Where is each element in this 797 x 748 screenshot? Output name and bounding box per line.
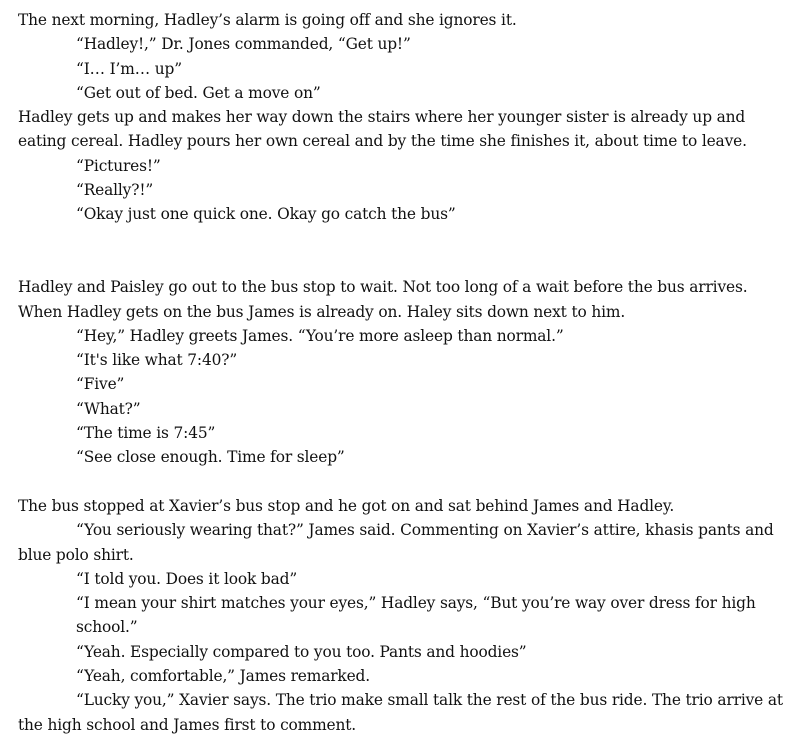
dialogue-line: “Okay just one quick one. Okay go catch the bus” <box>76 205 456 224</box>
dialogue-line: “What?” <box>76 399 141 418</box>
narrative-paragraph: The bus stopped at Xavier’s bus stop and he got on and sat behind James and Hadley. <box>18 496 675 515</box>
dialogue-line: “Yeah, comfortable,” James remarked. <box>76 667 371 686</box>
dialogue-line: “The time is 7:45” <box>76 424 216 443</box>
dialogue-line: “Five” <box>76 375 125 394</box>
dialogue-line: “Really?!” <box>76 181 154 200</box>
dialogue-line: “Hadley!,” Dr. Jones commanded, “Get up!” <box>76 35 411 54</box>
dialogue-line: “I mean your shirt matches your eyes,” Hadley says, “But you’re way over dress for high school.” <box>76 594 756 637</box>
dialogue-line: “See close enough. Time for sleep” <box>76 448 345 467</box>
dialogue-line: “Pictures!” <box>76 156 161 175</box>
section-break <box>18 470 789 494</box>
dialogue-paragraph: “Lucky you,” Xavier says. The trio make small talk the rest of the bus ride. The trio arrive at the high school and James first to comment. <box>18 691 783 734</box>
dialogue-paragraph: “You seriously wearing that?” James said. Commenting on Xavier’s attire, khasis pants and blue polo shirt. <box>18 521 774 564</box>
narrative-paragraph: Hadley and Paisley go out to the bus stop to wait. Not too long of a wait before the bus arrives. When Hadley gets on the bus James is already on. Haley sits down next to him. <box>18 278 748 321</box>
dialogue-line: “I… I’m… up” <box>76 59 182 78</box>
dialogue-line: “Hey,” Hadley greets James. “You’re more asleep than normal.” <box>76 326 564 345</box>
dialogue-line: “I told you. Does it look bad” <box>76 569 298 588</box>
narrative-paragraph: Hadley gets up and makes her way down the stairs where her younger sister is already up and eating cereal. Hadley pours her own cereal and by the time she finishes it, about time to leave. <box>18 108 747 151</box>
narrative-paragraph: The next morning, Hadley’s alarm is going off and she ignores it. <box>18 11 517 29</box>
dialogue-line: “Yeah. Especially compared to you too. Pants and hoodies” <box>76 642 527 661</box>
dialogue-line: “It's like what 7:40?” <box>76 351 238 370</box>
section-break <box>18 227 789 276</box>
dialogue-line: “Get out of bed. Get a move on” <box>76 83 321 102</box>
